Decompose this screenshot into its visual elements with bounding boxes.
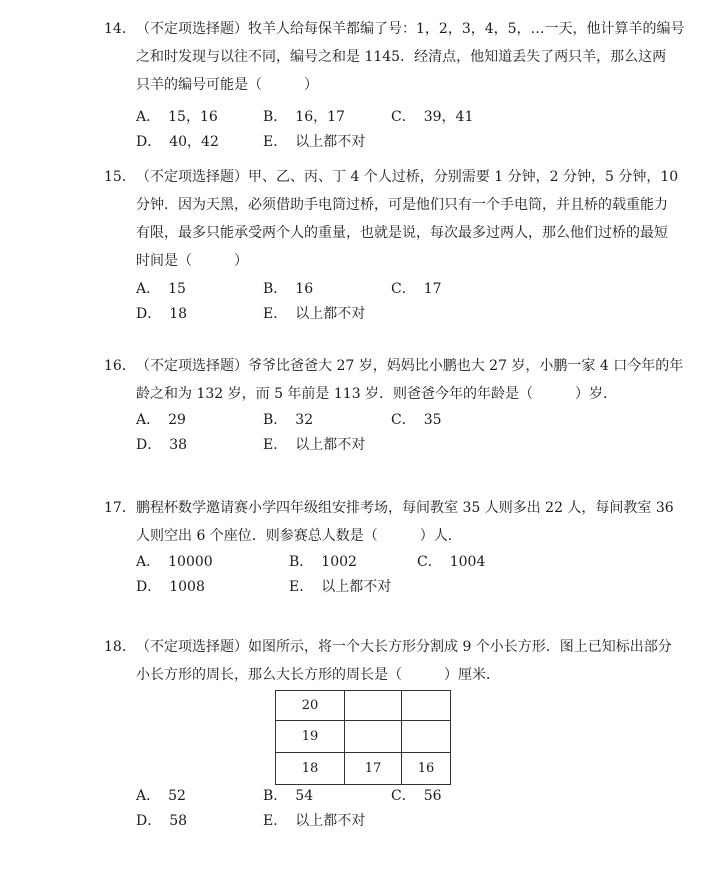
option-a[interactable]: A． 52: [136, 788, 186, 804]
question-number: 18．: [104, 639, 136, 655]
question-15: [0, 163, 725, 327]
grid-cell: 19: [276, 721, 345, 753]
question-stem-line: （不定项选择题）牧羊人给每保羊都编了号：1，2，3，4，5，…一天，他计算羊的编号: [136, 21, 685, 37]
grid-cell: [345, 691, 402, 721]
option-e[interactable]: E． 以上都不对: [263, 813, 366, 829]
option-e[interactable]: E． 以上都不对: [263, 306, 366, 322]
option-b[interactable]: B． 1002: [289, 554, 357, 570]
question-stem-line: 之和时发现与以往不同，编号之和是 1145．经清点，他知道丢失了两只羊，那么这两: [136, 49, 667, 65]
option-b[interactable]: B． 16: [263, 281, 314, 297]
question-number: 14．: [104, 21, 136, 37]
question-stem-line: 小长方形的周长，那么大长方形的周长是（ ）厘米．: [136, 667, 500, 683]
grid-cell: [402, 721, 451, 753]
question-16: [0, 352, 725, 458]
option-a[interactable]: A． 10000: [136, 554, 213, 570]
question-14: [0, 15, 725, 155]
grid-cell: 18: [276, 753, 345, 785]
option-d[interactable]: D． 18: [136, 306, 188, 322]
question-18-options: [0, 784, 725, 834]
question-stem-line: （不定项选择题）甲、乙、丙、丁 4 个人过桥，分别需要 1 分钟，2 分钟，5 分钟，10: [136, 169, 679, 185]
question-stem-line: （不定项选择题）爷爷比爸爸大 27 岁，妈妈比小鹏也大 27 岁，小鹏一家 4 口今年的年: [136, 358, 684, 374]
grid-cell: 17: [345, 753, 402, 785]
option-b[interactable]: B． 16，17: [263, 109, 345, 125]
option-c[interactable]: C． 56: [391, 788, 442, 804]
option-d[interactable]: D． 58: [136, 813, 188, 829]
question-number: 15．: [104, 169, 136, 185]
option-c[interactable]: C． 1004: [417, 554, 486, 570]
question-stem-line: （不定项选择题）如图所示，将一个大长方形分割成 9 个小长方形．图上已知标出部分: [136, 639, 672, 655]
question-stem-line: 时间是（ ）: [136, 253, 248, 269]
question-number: 16．: [104, 358, 136, 374]
question-stem-line: 龄之和为 132 岁，而 5 年前是 113 岁．则爸爸今年的年龄是（ ）岁．: [136, 386, 618, 402]
question-stem-line: 只羊的编号可能是（ ）: [136, 77, 318, 93]
option-c[interactable]: C． 39，41: [391, 109, 474, 125]
question-18: [0, 633, 725, 689]
option-c[interactable]: C． 35: [391, 412, 442, 428]
rectangle-figure: [275, 690, 451, 785]
option-e[interactable]: E． 以上都不对: [263, 134, 366, 150]
question-stem-line: 鹏程杯数学邀请赛小学四年级组安排考场，每间教室 35 人则多出 22 人，每间教室 36: [136, 500, 674, 516]
rectangle-grid: [275, 690, 451, 785]
option-b[interactable]: B． 32: [263, 412, 314, 428]
option-d[interactable]: D． 40，42: [136, 134, 219, 150]
question-17: [0, 494, 725, 600]
question-number: 17．: [104, 500, 136, 516]
grid-cell: [402, 691, 451, 721]
option-d[interactable]: D． 1008: [136, 579, 205, 595]
grid-cell: 16: [402, 753, 451, 785]
option-c[interactable]: C． 17: [391, 281, 442, 297]
question-stem-line: 有限，最多只能承受两个人的重量，也就是说，每次最多过两人，那么他们过桥的最短: [136, 225, 668, 241]
option-d[interactable]: D． 38: [136, 437, 188, 453]
grid-cell: [345, 721, 402, 753]
option-b[interactable]: B． 54: [263, 788, 314, 804]
option-e[interactable]: E． 以上都不对: [263, 437, 366, 453]
option-a[interactable]: A． 15: [136, 281, 186, 297]
question-stem-line: 分钟．因为天黑，必须借助手电筒过桥，可是他们只有一个手电筒，并且桥的载重能力: [136, 197, 668, 213]
grid-cell: 20: [276, 691, 345, 721]
option-a[interactable]: A． 15，16: [136, 109, 218, 125]
option-e[interactable]: E． 以上都不对: [289, 579, 392, 595]
option-a[interactable]: A． 29: [136, 412, 186, 428]
question-stem-line: 人则空出 6 个座位．则参赛总人数是（ ）人．: [136, 528, 462, 544]
